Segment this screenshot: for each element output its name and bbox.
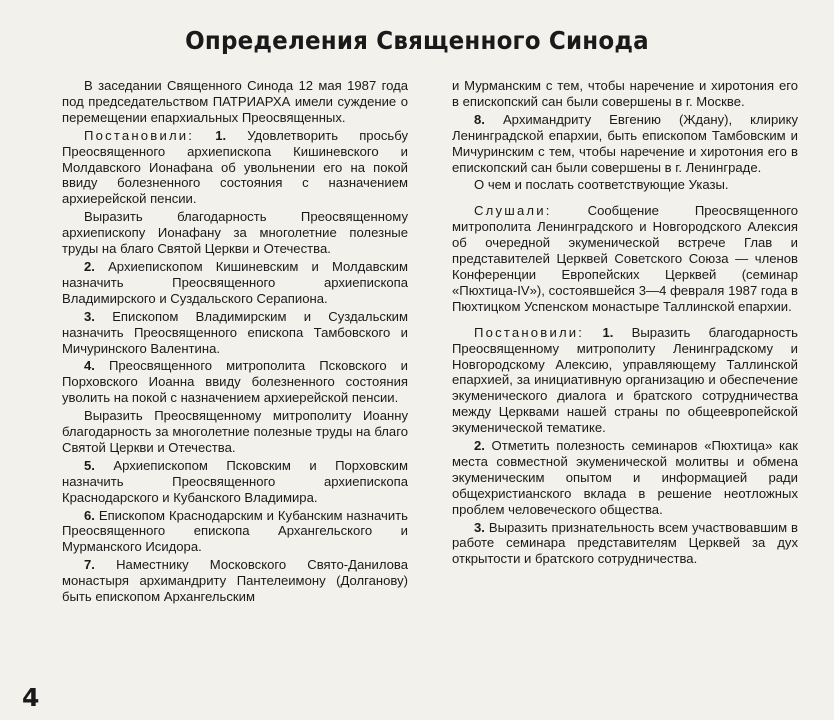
paragraph: [62, 128, 408, 208]
paragraph-text: Архиепископом Псковским и Порховским назначить Преосвященного архиепископа Краснодарского и Кубанского Владимира.: [62, 457, 409, 505]
paragraph: [62, 408, 408, 456]
item-number: 7.: [84, 557, 95, 573]
paragraph-text: Выразить Преосвященному митрополиту Иоанну благодарность за многолетние полезные труды на благо Святой Церкви и Отечества.: [62, 408, 408, 455]
item-number: 2.: [474, 438, 485, 454]
paragraph: [452, 203, 798, 314]
paragraph: [62, 508, 408, 556]
paragraph-text: Архиепископом Кишиневским и Молдавским назначить Преосвященного архиепископа Владимирского и Суздальского Серапиона.: [62, 258, 408, 306]
paragraph: [62, 309, 408, 357]
paragraph-text: Епископом Владимирским и Суздальским назначить Преосвященного епископа Тамбовского и Мичуринского Валентина.: [62, 308, 408, 356]
paragraph-text: Выразить благодарность Преосвященному митрополиту Ленинградскому и Новгородскому Алексию, управляющему Таллинской епархией, за инициативную организацию и обеспечение экуменического диалога и братского сотрудничества между Церквами нашей страны по общеевропейской экуменической тематике.: [452, 324, 799, 436]
paragraph-text: В заседании Священного Синода 12 мая 1987 года под председательством ПАТРИАРХА имели суждение о перемещении епархиальных Преосвященных.: [62, 78, 408, 125]
paragraph: [62, 209, 408, 257]
paragraph-text: Наместнику Московского Свято-Данилова монастыря архимандриту Пантелеимону (Долганову) быть епископом Архангельским: [62, 557, 408, 605]
item-number: 3.: [84, 308, 95, 324]
paragraph: [62, 458, 408, 506]
paragraph-text: Выразить благодарность Преосвященному архиепископу Ионафану за многолетние полезные труды на благо Святой Церкви и Отечества.: [62, 209, 408, 257]
paragraph: [452, 78, 798, 110]
item-number: 4.: [84, 358, 95, 374]
paragraph-text: Епископом Краснодарским и Кубанским назначить Преосвященного епископа Архангельского и Мурманского Исидора.: [62, 507, 408, 555]
item-number: 1.: [602, 324, 614, 340]
item-number: 5.: [84, 457, 95, 473]
item-number: 6.: [84, 507, 95, 523]
right-column: [452, 78, 798, 567]
paragraph: [452, 520, 798, 568]
paragraph: [452, 438, 798, 518]
left-column: [62, 78, 408, 605]
page-number: 4: [22, 683, 40, 712]
paragraph-text: Отметить полезность семинаров «Пюхтица» как места совместной экуменической молитвы и обмена экуменическим опытом и информацией ради общехристианского вклада в решение неотложных проблем человеческого общества.: [452, 438, 798, 517]
paragraph-text: Преосвященного митрополита Псковского и Порховского Иоанна ввиду болезненного состояния уволить на покой с назначением архиерейской пенсии.: [62, 358, 408, 406]
paragraph-text: Выразить признательность всем участвовавшим в работе семинара представителям Церквей за дух открытости и братского сотрудничества.: [452, 519, 798, 567]
item-number: 8.: [474, 111, 485, 127]
paragraph: [62, 259, 408, 307]
page-title: Определения Священного Синода: [185, 26, 649, 55]
paragraph: [62, 78, 408, 126]
spaced-heading: Постановили:: [474, 324, 585, 340]
paragraph-text: Сообщение Преосвященного митрополита Ленинградского и Новгородского Алексия об очередной экуменической встрече Глав и представителей Церквей Советского Союза — членов Конференции Европейских Церквей (семинар «Пюхтица-IV»), состоявшейся 3—4 февраля 1987 года в Пюхтицком Успенском монастыре Таллинской епархии.: [452, 203, 798, 314]
spaced-heading: Слушали:: [474, 203, 552, 219]
item-number: 1.: [215, 127, 227, 143]
paragraph: [452, 325, 798, 436]
paragraph-text: и Мурманским с тем, чтобы наречение и хиротония его в епископский сан были совершены в г. Москве.: [452, 78, 798, 109]
item-number: 3.: [474, 519, 485, 535]
paragraph-text: Архимандриту Евгению (Ждану), клирику Ленинградской епархии, быть епископом Тамбовским и Мичуринским с тем, чтобы наречение и хиротония его в епископский сан были совершены в г. Ленинграде.: [452, 111, 798, 175]
paragraph-text: Удовлетворить просьбу Преосвященного архиепископа Кишиневского и Молдавского Ионафана об увольнении его на покой ввиду болезненного состояния с назначением архиерейской пенсии.: [62, 127, 408, 207]
paragraph: [62, 358, 408, 406]
item-number: 2.: [84, 258, 95, 274]
paragraph: [452, 112, 798, 176]
spaced-heading: Постановили:: [84, 127, 195, 143]
paragraph: [452, 177, 798, 193]
paragraph: [62, 557, 408, 605]
paragraph-text: О чем и послать соответствующие Указы.: [474, 177, 729, 193]
